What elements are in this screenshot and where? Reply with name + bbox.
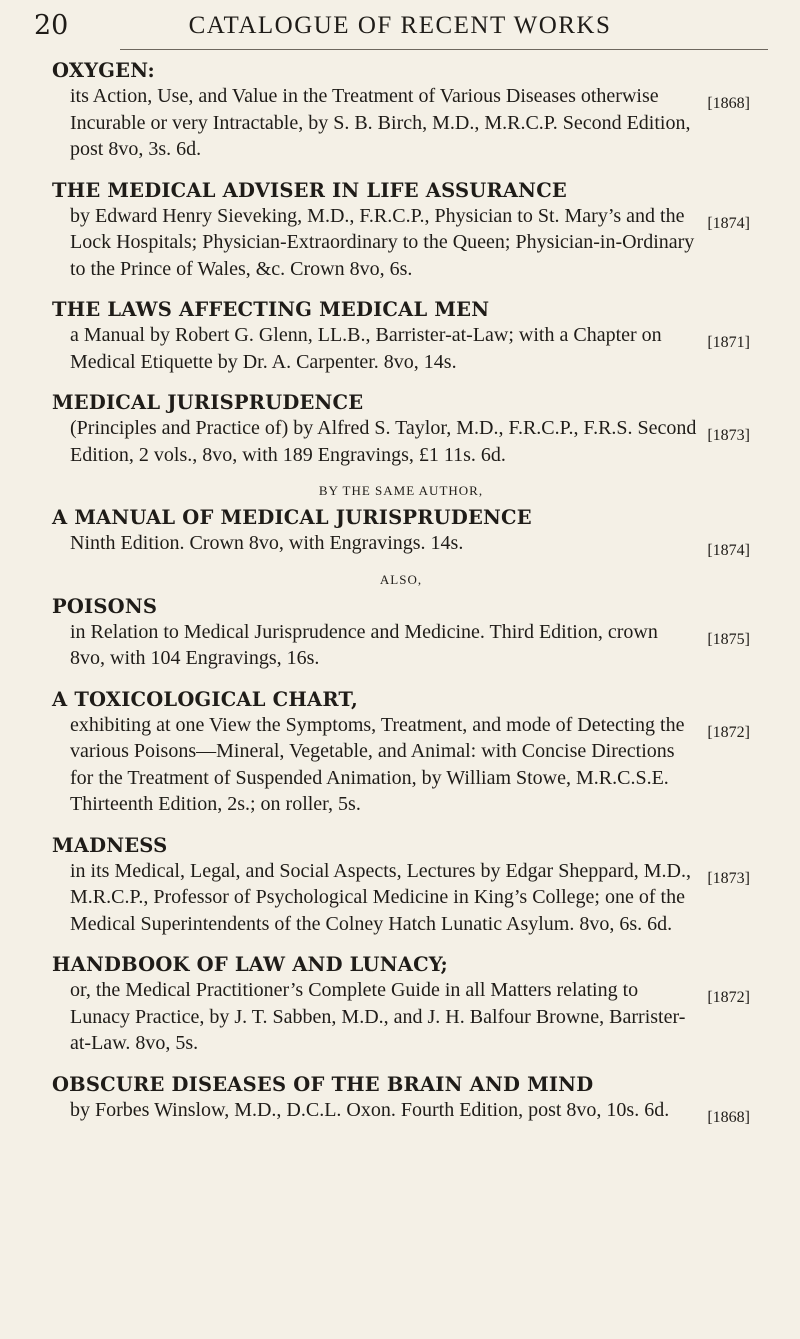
entry-description: [1868] by Forbes Winslow, M.D., D.C.L. Oxon. Fourth Edition, post 8vo, 10s. 6d. — [70, 1097, 750, 1124]
entry-heading: OXYGEN: — [52, 59, 155, 82]
entry-date: [1872] — [707, 989, 750, 1006]
entry-date: [1868] — [707, 1108, 750, 1126]
catalogue-entry — [52, 594, 750, 672]
running-head — [0, 4, 800, 44]
catalogue-entry — [52, 505, 750, 557]
page-title: CATALOGUE OF RECENT WORKS — [188, 12, 612, 39]
entry-heading: THE LAWS AFFECTING MEDICAL MEN — [52, 298, 490, 321]
entry-heading: POISONS — [52, 594, 158, 618]
entry-description: [1875] in Relation to Medical Jurisprudence and Medicine. Third Edition, crown 8vo, with 104 Engravings, 16s. — [70, 620, 750, 669]
catalogue-entry — [52, 58, 750, 163]
entry-description: [1873] in its Medical, Legal, and Social Aspects, Lectures by Edgar Sheppard, M.D., M.R.C.P., Professor of Psychological Medicine in King’s College; one of the Medical Superintendents of the Colney Hatch Lunatic Asylum. 8vo, 6s. 6d. — [70, 859, 750, 935]
catalogue-entry — [52, 1072, 750, 1124]
catalogue-entry — [52, 952, 750, 1057]
catalogue-entry — [52, 178, 750, 283]
entry-date: [1873] — [707, 427, 750, 444]
entry-description: [1868] its Action, Use, and Value in the Treatment of Various Diseases otherwise Incurable or very Intractable, by S. B. Birch, M.D., M.R.C.P. Second Edition, post 8vo, 3s. 6d. — [70, 85, 750, 160]
entry-heading: HANDBOOK OF LAW AND LUNACY; — [52, 953, 448, 976]
page-number: 20 — [34, 10, 69, 41]
catalogue-entry — [52, 687, 750, 818]
entry-description: [1872] or, the Medical Practitioner’s Complete Guide in all Matters relating to Lunacy Practice, by J. T. Sabben, M.D., and J. H. Balfour Browne, Barrister-at-Law. 8vo, 5s. — [70, 979, 750, 1054]
entry-heading: THE MEDICAL ADVISER IN LIFE ASSURANCE — [52, 178, 567, 202]
entry-description: [1874] Ninth Edition. Crown 8vo, with Engravings. 14s. — [70, 530, 750, 557]
header-rule — [120, 49, 768, 50]
entry-description: [1874] by Edward Henry Sieveking, M.D., F.R.C.P., Physician to St. Mary’s and the Lock Hospitals; Physician-Extraordinary to the Queen; Physician-in-Ordinary to the Prince of Wales, &c. Crown 8vo, 6s. — [70, 204, 750, 280]
entry-date: [1871] — [707, 334, 750, 351]
entry-heading: A MANUAL OF MEDICAL JURISPRUDENCE — [52, 506, 532, 529]
entry-date: [1868] — [707, 95, 750, 112]
entry-heading: MEDICAL JURISPRUDENCE — [52, 391, 364, 414]
catalogue-entry — [52, 833, 750, 938]
author-note: BY THE SAME AUTHOR, — [318, 483, 484, 498]
entry-date: [1872] — [707, 723, 750, 741]
entry-description: [1873] (Principles and Practice of) by Alfred S. Taylor, M.D., F.R.C.P., F.R.S. Second Edition, 2 vols., 8vo, with 189 Engravings, £1 11s. 6d. — [70, 417, 750, 466]
entry-date: [1873] — [707, 869, 750, 887]
entry-heading: MADNESS — [52, 833, 168, 857]
catalogue-entry — [52, 297, 750, 375]
entry-heading: A TOXICOLOGICAL CHART, — [52, 687, 358, 711]
entry-date: [1874] — [707, 214, 750, 232]
entry-date: [1874] — [707, 542, 750, 559]
entry-date: [1875] — [707, 630, 750, 648]
catalogue-entry — [52, 390, 750, 468]
entry-description: [1871] a Manual by Robert G. Glenn, LL.B., Barrister-at-Law; with a Chapter on Medical Etiquette by Dr. A. Carpenter. 8vo, 14s. — [70, 324, 750, 373]
entry-heading: OBSCURE DISEASES OF THE BRAIN AND MIND — [52, 1072, 594, 1096]
also-note: ALSO, — [379, 571, 423, 587]
entry-description: [1872] exhibiting at one View the Symptoms, Treatment, and mode of Detecting the various Poisons—Mineral, Vegetable, and Animal: with Concise Directions for the Treatment of Suspended Animation, by William Stowe, M.R.C.S.E. Thirteenth Edition, 2s.; on roller, 5s. — [70, 713, 750, 815]
